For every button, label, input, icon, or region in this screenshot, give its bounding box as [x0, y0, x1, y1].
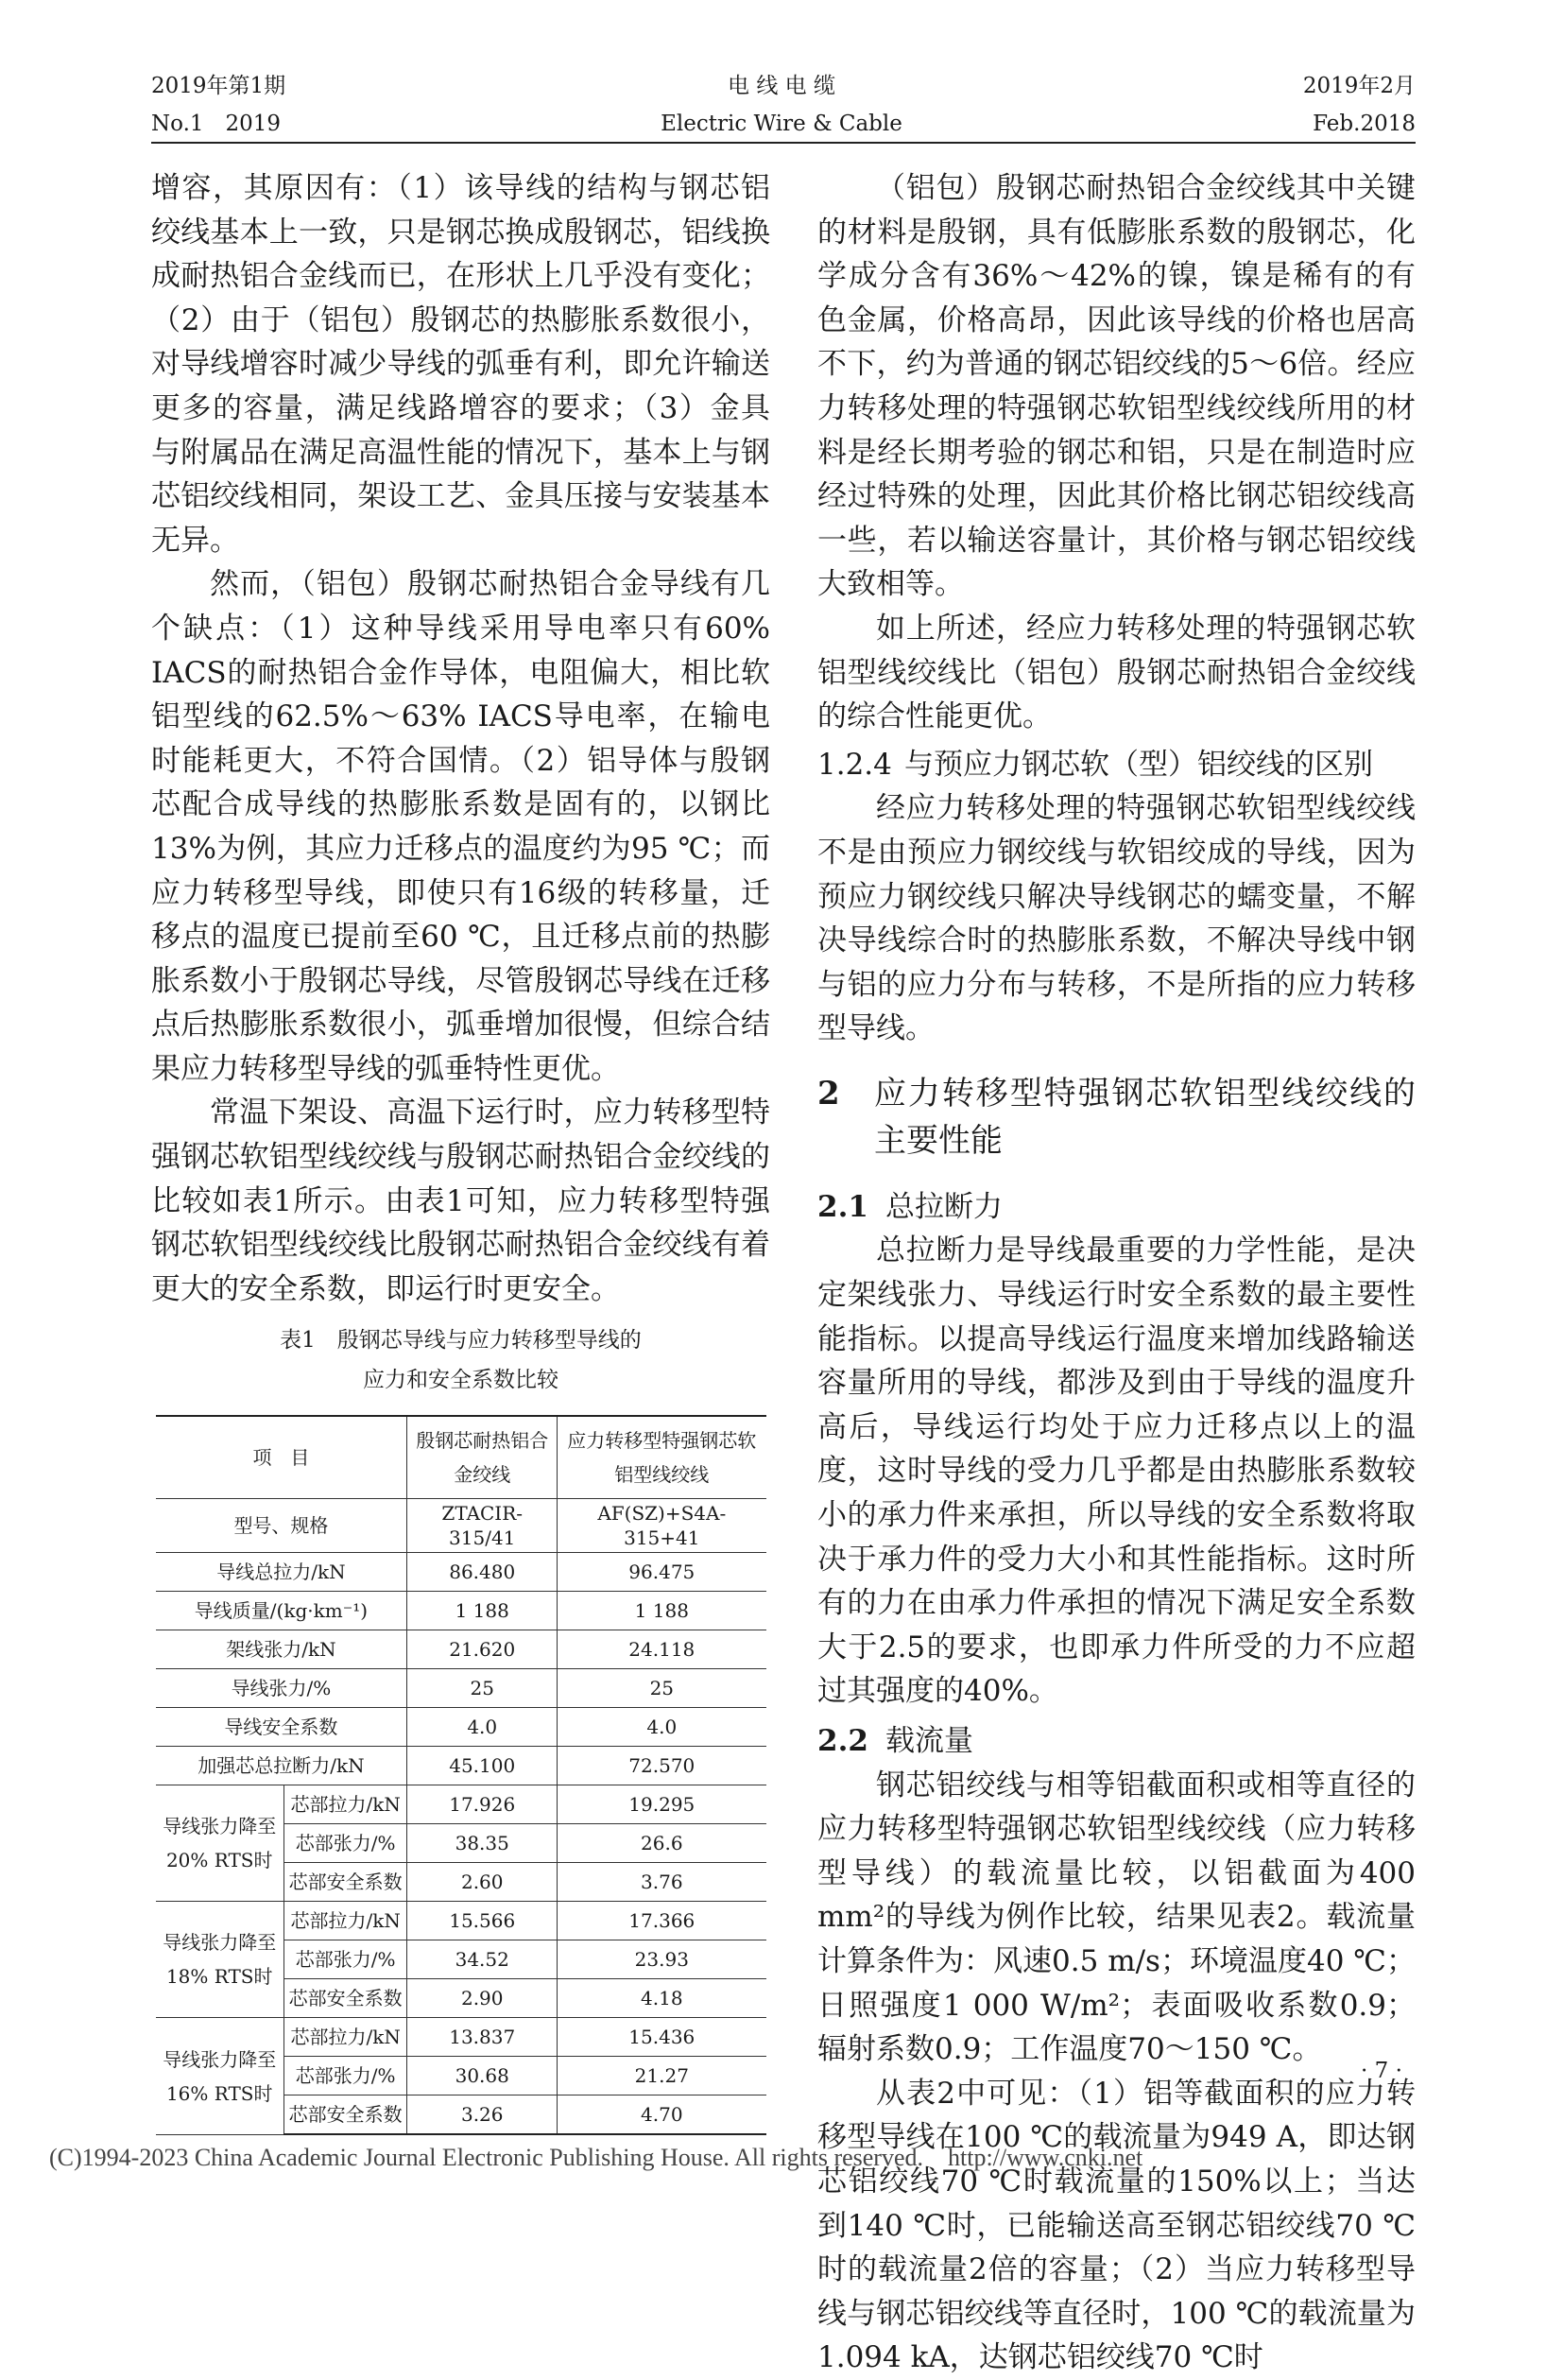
body-paragraph: 钢芯铝绞线与相等铝截面积或相等直径的应力转移型特强钢芯软铝型线绞线（应力转移型导线）的载流量比较，以铝截面为400 mm²的导线为例作比较，结果见表2。载流量计算条件为：风速0.5 m/s；环境温度40 ℃；日照强度1 000 W/m²；表面吸收系数0.9；辐射系数0.9；工作温度70～150 ℃。	[817, 1768, 1416, 2067]
heading-text: 应力转移型特强钢芯软铝型线绞线的主要性能	[874, 1074, 1416, 1160]
table-cell: 34.52	[407, 1940, 558, 1979]
table-header-invar: 殷钢芯耐热铝合金绞线	[407, 1416, 558, 1499]
table-cell: ZTACIR-315/41	[407, 1499, 558, 1553]
table-cell: 30.68	[407, 2057, 558, 2095]
heading-number: 2	[817, 1074, 840, 1112]
table-cell-label: 芯部张力/%	[283, 1824, 406, 1863]
table-cell: 45.100	[407, 1747, 558, 1785]
body-paragraph: 如上所述，经应力转移处理的特强钢芯软铝型线绞线比（铝包）殷钢芯耐热铝合金绞线的综合性能更优。	[817, 611, 1416, 734]
heading-text: 与预应力钢芯软（型）铝绞线的区别	[904, 747, 1373, 782]
table-cell-label: 架线张力/kN	[156, 1630, 407, 1669]
body-paragraph: （铝包）殷钢芯耐热铝合金绞线其中关键的材料是殷钢，具有低膨胀系数的殷钢芯，化学成分含有36%～42%的镍，镍是稀有的有色金属，价格高昂，因此该导线的价格也居高不下，约为普通的钢芯铝绞线的5～6倍。经应力转移处理的特强钢芯软铝型线绞线所用的材料是经长期考验的钢芯和铝，只是在制造时应经过特殊的处理，因此其价格比钢芯铝绞线高一些，若以输送容量计，其价格与钢芯铝绞线大致相等。	[817, 171, 1416, 602]
table-cell-label: 芯部拉力/kN	[283, 1785, 406, 1824]
body-paragraph: 经应力转移处理的特强钢芯软铝型线绞线不是由预应力钢绞线与软铝绞成的导线，因为预应力钢绞线只解决导线钢芯的蠕变量，不解决导线综合时的热膨胀系数，不解决导线中钢与铝的应力分布与转移，不是所指的应力转移型导线。	[817, 791, 1416, 1046]
table-cell-label: 芯部安全系数	[283, 1979, 406, 2018]
table-cell: 72.570	[558, 1747, 766, 1785]
table-cell: 21.27	[558, 2057, 766, 2095]
body-paragraph: 常温下架设、高温下运行时，应力转移型特强钢芯软铝型线绞线与殷钢芯耐热铝合金绞线的比较如表1所示。由表1可知，应力转移型特强钢芯软铝型线绞线比殷钢芯耐热铝合金绞线有着更大的安全系数，即运行时更安全。	[151, 1095, 770, 1306]
table-group-label: 导线张力降至18% RTS时	[156, 1902, 284, 2018]
issue-date-en: Feb.2018	[1313, 112, 1416, 136]
table-caption	[151, 1320, 770, 1400]
heading-number: 1.2.4	[817, 747, 892, 782]
table-cell: 2.90	[407, 1979, 558, 2018]
right-column	[817, 166, 1416, 2380]
table-cell-label: 导线张力/%	[156, 1669, 407, 1708]
subsection-heading-1-2-4	[817, 743, 1416, 787]
table-cell-label: 芯部拉力/kN	[283, 1902, 406, 1940]
table-cell: 4.70	[558, 2095, 766, 2135]
heading-text: 总拉断力	[885, 1189, 1003, 1224]
comparison-table	[156, 1415, 766, 2135]
heading-number: 2.1	[817, 1189, 868, 1224]
table-cell: 4.18	[558, 1979, 766, 2018]
table-cell: 25	[558, 1669, 766, 1708]
table-cell: 26.6	[558, 1824, 766, 1863]
table-cell: 4.0	[558, 1708, 766, 1747]
table-cell: 17.366	[558, 1902, 766, 1940]
table-cell: 2.60	[407, 1863, 558, 1902]
table-cell-label: 导线质量/(kg·km⁻¹)	[156, 1592, 407, 1630]
table-cell: 38.35	[407, 1824, 558, 1863]
table-header-item: 项 目	[156, 1416, 407, 1499]
body-paragraph: 总拉断力是导线最重要的力学性能，是决定架线张力、导线运行时安全系数的最主要性能指标。以提高导线运行温度来增加线路输送容量所用的导线，都涉及到由于导线的温度升高后，导线运行均处于应力迁移点以上的温度，这时导线的受力几乎都是由热膨胀系数较小的承力件来承担，所以导线的安全系数将取决于承力件的受力大小和其性能指标。这时所有的力在由承力件承担的情况下满足安全系数大于2.5的要求，也即承力件所受的力不应超过其强度的40%。	[817, 1233, 1416, 1709]
table-cell: 13.837	[407, 2018, 558, 2057]
heading-text: 载流量	[885, 1724, 973, 1758]
table-cell: 15.566	[407, 1902, 558, 1940]
table-cell: 4.0	[407, 1708, 558, 1747]
table-cell: 25	[407, 1669, 558, 1708]
body-paragraph: 然而，（铝包）殷钢芯耐热铝合金导线有几个缺点：（1）这种导线采用导电率只有60% IACS的耐热铝合金作导体，电阻偏大，相比软铝型线的62.5%～63% IACS导电率，在输电时能耗更大，不符合国情。（2）铝导体与殷钢芯配合成导线的热膨胀系数是固有的，以钢比13%为例，其应力迁移点的温度约为95 ℃；而应力转移型导线，即使只有16级的转移量，迁移点的温度已提前至60 ℃，且迁移点前的热膨胀系数小于殷钢芯导线，尽管殷钢芯导线在迁移点后热膨胀系数很小，弧垂增加很慢，但综合结果应力转移型导线的弧垂特性更优。	[151, 567, 770, 1086]
table-cell: 15.436	[558, 2018, 766, 2057]
table-cell-label: 型号、规格	[156, 1499, 407, 1553]
subsection-heading-2-1	[817, 1185, 1416, 1230]
table-cell-label: 芯部张力/%	[283, 2057, 406, 2095]
left-column	[151, 166, 770, 2135]
issue-date-cn: 2019年2月	[1302, 74, 1416, 98]
table-cell: 96.475	[558, 1553, 766, 1592]
table-group-label: 导线张力降至20% RTS时	[156, 1785, 284, 1902]
table-cell: 19.295	[558, 1785, 766, 1824]
table-cell: 17.926	[407, 1785, 558, 1824]
table-cell: 3.26	[407, 2095, 558, 2135]
table-cell-label: 芯部拉力/kN	[283, 2018, 406, 2057]
table-cell-label: 芯部安全系数	[283, 2095, 406, 2135]
journal-issue-cn: 2019年第1期	[151, 74, 286, 98]
table-caption-line: 表1 殷钢芯导线与应力转移型导线的	[280, 1328, 642, 1354]
page-number: · 7 ·	[1361, 2059, 1402, 2083]
table-cell: 24.118	[558, 1630, 766, 1669]
journal-issue-en: No.1 2019	[151, 112, 282, 136]
table-cell-label: 导线总拉力/kN	[156, 1553, 407, 1592]
table-cell: 1 188	[558, 1592, 766, 1630]
header-rule	[151, 142, 1416, 144]
table-cell: AF(SZ)+S4A-315+41	[558, 1499, 766, 1553]
table-group-label: 导线张力降至16% RTS时	[156, 2018, 284, 2135]
subsection-heading-2-2	[817, 1719, 1416, 1764]
body-paragraph: 增容，其原因有：（1）该导线的结构与钢芯铝绞线基本上一致，只是钢芯换成殷钢芯，铝线换成耐热铝合金线而已，在形状上几乎没有变化；（2）由于（铝包）殷钢芯的热膨胀系数很小，对导线增容时减少导线的弧垂有利，即允许输送更多的容量，满足线路增容的要求；（3）金具与附属品在满足高温性能的情况下，基本上与钢芯铝绞线相同，架设工艺、金具压接与安装基本无异。	[151, 171, 770, 558]
journal-title-cn: 电 线 电 缆	[728, 74, 835, 98]
table-cell-label: 芯部张力/%	[283, 1940, 406, 1979]
table-cell-label: 加强芯总拉断力/kN	[156, 1747, 407, 1785]
journal-title-en: Electric Wire & Cable	[661, 112, 902, 136]
table-cell-label: 芯部安全系数	[283, 1863, 406, 1902]
table-header-stress-transfer: 应力转移型特强钢芯软铝型线绞线	[558, 1416, 766, 1499]
table-cell: 23.93	[558, 1940, 766, 1979]
heading-number: 2.2	[817, 1724, 868, 1758]
table-cell-label: 导线安全系数	[156, 1708, 407, 1747]
table-cell: 3.76	[558, 1863, 766, 1902]
table-cell: 86.480	[407, 1553, 558, 1592]
section-heading-2	[817, 1070, 1416, 1164]
table-caption-line: 应力和安全系数比较	[363, 1368, 558, 1393]
body-paragraph: 从表2中可见：（1）铝等截面积的应力转移型导线在100 ℃的载流量为949 A，即达钢芯铝绞线70 ℃时载流量的150%以上；当达到140 ℃时，已能输送高至钢芯铝绞线70 ℃时的载流量2倍的容量；（2）当应力转移型导线与钢芯铝绞线等直径时，100 ℃的载流量为1.094 kA，达钢芯铝绞线70 ℃时	[817, 2076, 1416, 2375]
table-cell: 1 188	[407, 1592, 558, 1630]
table-cell: 21.620	[407, 1630, 558, 1669]
copyright-footer: (C)1994-2023 China Academic Journal Electronic Publishing House. All rights reserved. http://www.cnki.net	[49, 2144, 1143, 2171]
